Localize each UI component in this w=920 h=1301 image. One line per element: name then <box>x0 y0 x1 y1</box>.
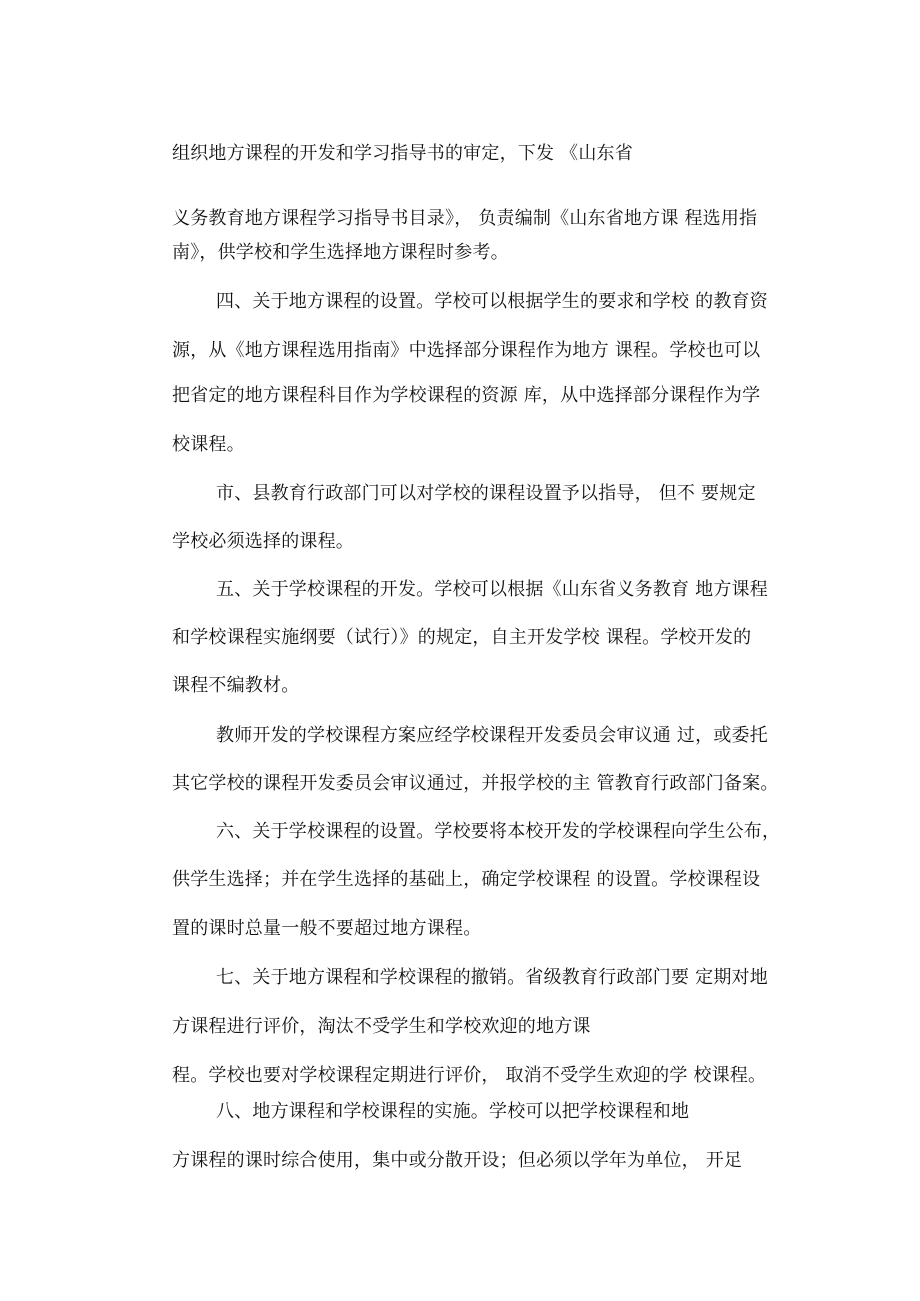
text-line: 六、关于学校课程的设置。学校要将本校开发的学校课程向学生公布， <box>216 821 781 842</box>
text-line: 源，从《地方课程选用指南》中选择部分课程作为地方 课程。学校也可以 <box>172 340 761 361</box>
text-line: 置的课时总量一般不要超过地方课程。 <box>172 918 482 939</box>
text-line: 学校必须选择的课程。 <box>172 531 354 552</box>
text-line: 市、县教育行政部门可以对学校的课程设置予以指导， 但不 要规定 <box>216 483 756 504</box>
text-line: 七、关于地方课程和学校课程的撤销。省级教育行政部门要 定期对地 <box>216 967 768 988</box>
text-line: 教师开发的学校课程方案应经学校课程开发委员会审议通 过，或委托 <box>216 725 768 746</box>
text-line: 供学生选择；并在学生选择的基础上，确定学校课程 的设置。学校课程设 <box>172 869 761 890</box>
text-line: 其它学校的课程开发委员会审议通过，并报学校的主 管教育行政部门备案。 <box>172 773 779 794</box>
text-line: 义务教育地方课程学习指导书目录》， 负责编制《山东省地方课 程选用指 <box>172 208 758 229</box>
text-line: 五、关于学校课程的开发。学校可以根据《山东省义务教育 地方课程 <box>216 579 768 600</box>
text-line: 南》，供学校和学生选择地方课程时参考。 <box>172 242 509 263</box>
text-line: 课程不编教材。 <box>172 675 300 696</box>
text-line: 方课程的课时综合使用，集中或分散开设；但必须以学年为单位， 开足 <box>172 1150 743 1171</box>
text-line: 八、地方课程和学校课程的实施。学校可以把学校课程和地 <box>216 1101 690 1122</box>
text-line: 和学校课程实施纲要（试行）》的规定，自主开发学校 课程。学校开发的 <box>172 627 752 648</box>
text-line: 校课程。 <box>172 434 245 455</box>
text-line: 方课程进行评价，淘汰不受学生和学校欢迎的地方课 <box>172 1016 591 1037</box>
text-line: 程。学校也要对学校课程定期进行评价， 取消不受学生欢迎的学 校课程。 <box>172 1065 767 1086</box>
text-line: 组织地方课程的开发和学习指导书的审定，下发 《山东省 <box>172 143 633 164</box>
text-line: 四、关于地方课程的设置。学校可以根据学生的要求和学校 的教育资 <box>216 291 768 312</box>
text-line: 把省定的地方课程科目作为学校课程的资源 库，从中选择部分课程作为学 <box>172 385 761 406</box>
